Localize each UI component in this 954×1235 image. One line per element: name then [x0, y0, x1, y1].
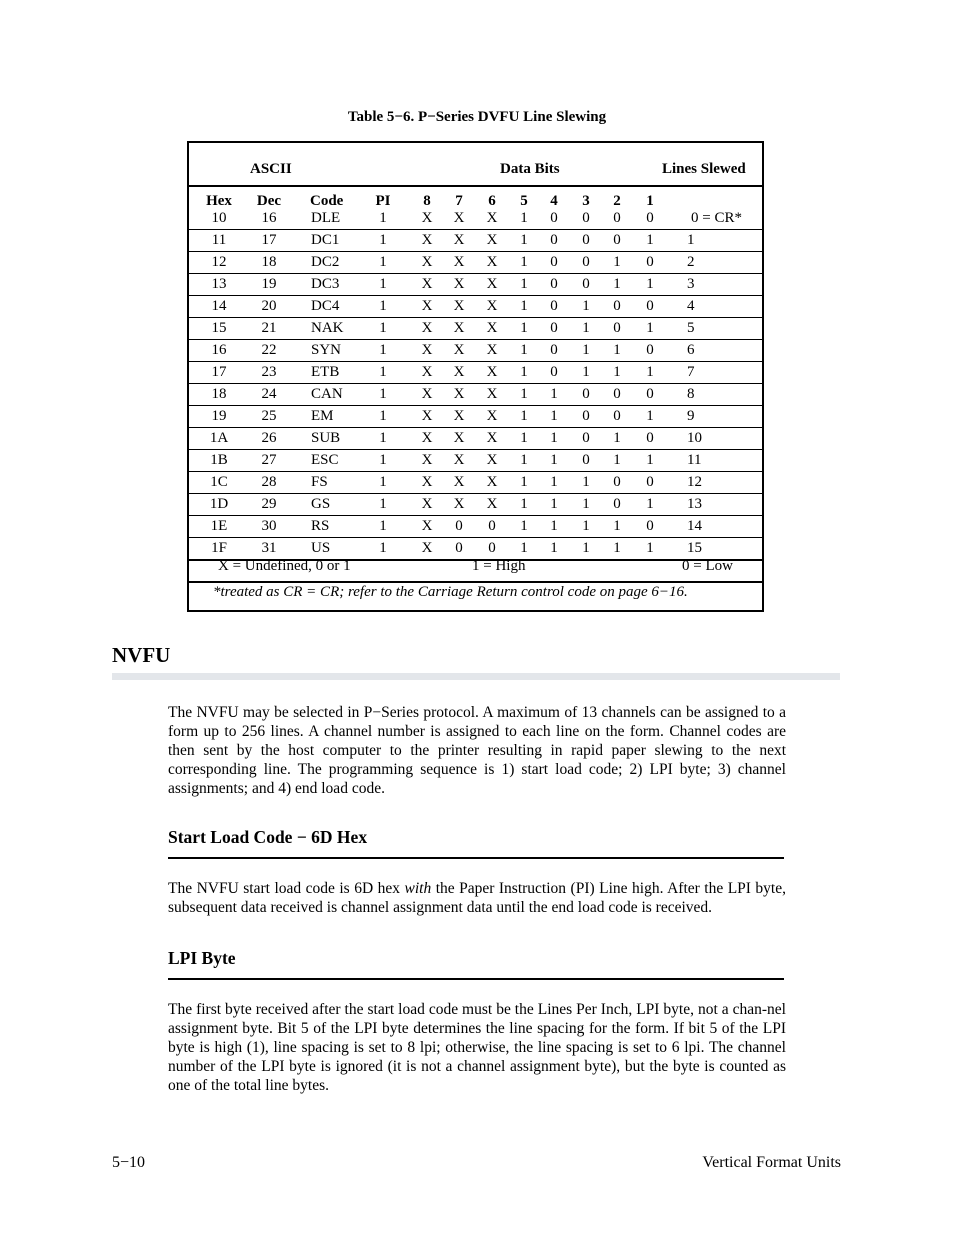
cell-pi: 1 — [379, 474, 387, 490]
cell-bit-4: 1 — [550, 518, 558, 534]
cell-hex: 1A — [209, 430, 229, 446]
cell-bit-5: 1 — [520, 342, 528, 358]
cell-bit-8: X — [421, 386, 433, 402]
cell-pi: 1 — [379, 496, 387, 512]
cell-bit-5: 1 — [520, 408, 528, 424]
cell-dec: 31 — [261, 540, 277, 556]
cell-bit-3: 1 — [582, 342, 590, 358]
cell-bit-1: 1 — [646, 408, 654, 424]
cell-bit-7: X — [453, 320, 465, 336]
section-title-bar — [112, 673, 840, 680]
cell-bit-2: 1 — [613, 342, 621, 358]
cell-pi: 1 — [379, 320, 387, 336]
cell-code: SUB — [311, 430, 341, 446]
cell-bit-8: X — [421, 540, 433, 556]
cell-bit-8: X — [421, 408, 433, 424]
cell-bit-1: 0 — [646, 298, 654, 314]
cell-bit-2: 0 — [613, 408, 621, 424]
cell-dec: 30 — [261, 518, 277, 534]
cell-dec: 19 — [261, 276, 277, 292]
cell-bit-7: X — [453, 342, 465, 358]
cell-bit-4: 0 — [550, 342, 558, 358]
cell-code: DC2 — [311, 254, 340, 270]
cell-lines-slewed: 13 — [687, 496, 702, 512]
start-load-rule — [168, 857, 784, 859]
cell-pi: 1 — [379, 276, 387, 292]
cell-hex: 13 — [211, 276, 227, 292]
legend-undefined: X = Undefined, 0 or 1 — [218, 558, 351, 574]
cell-bit-7: X — [453, 386, 465, 402]
table-row — [189, 384, 762, 406]
cell-code: GS — [311, 496, 331, 512]
intro-paragraph: The NVFU may be selected in P−Series protocol. A maximum of 13 channels can be assigned to a form up to 256 lines. A channel number is assigned to each line on the form. Channel codes are then sent by the host computer to the printer resulting in rapid paper slewing to the next corresponding line. The programming sequence is 1) start load code; 2) LPI byte; 3) channel assignments; and 4) end load code. — [168, 704, 786, 797]
cell-bit-6: X — [486, 496, 498, 512]
cell-bit-2: 1 — [613, 452, 621, 468]
cell-bit-2: 1 — [613, 430, 621, 446]
cell-hex: 17 — [211, 364, 227, 380]
cell-hex: 12 — [211, 254, 227, 270]
cell-bit-4: 0 — [550, 210, 558, 226]
cell-dec: 24 — [261, 386, 277, 402]
cell-lines-slewed: 14 — [687, 518, 702, 534]
cell-bit-3: 1 — [582, 496, 590, 512]
cell-hex: 14 — [211, 298, 227, 314]
cell-bit-1: 1 — [646, 232, 654, 248]
cell-code: FS — [311, 474, 328, 490]
cell-bit-6: X — [486, 232, 498, 248]
cell-pi: 1 — [379, 518, 387, 534]
cell-pi: 1 — [379, 232, 387, 248]
cell-code: SYN — [311, 342, 342, 358]
cell-lines-slewed: 4 — [687, 298, 695, 314]
table-row — [189, 208, 762, 230]
cell-bit-2: 1 — [613, 276, 621, 292]
ascii-group-label: ASCII — [250, 161, 292, 177]
table-group-header — [189, 143, 762, 187]
cell-bit-7: 0 — [455, 518, 463, 534]
cell-bit-8: X — [421, 232, 433, 248]
cell-bit-4: 1 — [550, 386, 558, 402]
dvfu-line-slewing-table — [187, 141, 764, 612]
cell-code: ETB — [311, 364, 340, 380]
cell-bit-8: X — [421, 320, 433, 336]
cell-bit-3: 0 — [582, 386, 590, 402]
cell-bit-5: 1 — [520, 518, 528, 534]
cell-hex: 1F — [211, 540, 227, 556]
footer-section-title: Vertical Format Units — [702, 1154, 841, 1171]
table-body — [189, 208, 762, 561]
cell-bit-4: 1 — [550, 408, 558, 424]
cell-bit-5: 1 — [520, 364, 528, 380]
cell-bit-4: 0 — [550, 298, 558, 314]
page-number: 5−10 — [112, 1154, 146, 1171]
cell-bit-4: 1 — [550, 452, 558, 468]
cell-lines-slewed: 10 — [687, 430, 702, 446]
cell-code: ESC — [311, 452, 339, 468]
cell-bit-7: X — [453, 364, 465, 380]
lines-slewed-group-label: Lines Slewed — [662, 161, 746, 177]
cell-code: DLE — [311, 210, 341, 226]
cell-code: DC3 — [311, 276, 340, 292]
cell-code: US — [311, 540, 331, 556]
cell-bit-2: 1 — [613, 364, 621, 380]
column-header-bit-4: 4 — [550, 193, 558, 209]
table-caption: Table 5−6. P−Series DVFU Line Slewing — [347, 109, 607, 125]
column-header-code: Code — [310, 193, 344, 209]
cell-bit-7: X — [453, 210, 465, 226]
cell-bit-7: X — [453, 298, 465, 314]
table-legend — [189, 551, 762, 583]
cell-lines-slewed: 0 = CR* — [691, 210, 742, 226]
cell-bit-3: 0 — [582, 452, 590, 468]
table-row — [189, 296, 762, 318]
cell-bit-6: X — [486, 276, 498, 292]
column-header-bit-2: 2 — [613, 193, 621, 209]
cell-bit-8: X — [421, 254, 433, 270]
cell-hex: 15 — [211, 320, 227, 336]
cell-bit-4: 1 — [550, 540, 558, 556]
cell-hex: 1C — [210, 474, 228, 490]
cell-pi: 1 — [379, 254, 387, 270]
cell-hex: 19 — [211, 408, 227, 424]
cell-lines-slewed: 3 — [687, 276, 695, 292]
cell-bit-3: 0 — [582, 232, 590, 248]
cell-pi: 1 — [379, 430, 387, 446]
cell-bit-6: X — [486, 452, 498, 468]
cell-bit-5: 1 — [520, 386, 528, 402]
table-row — [189, 230, 762, 252]
cell-lines-slewed: 5 — [687, 320, 695, 336]
lpi-byte-rule — [168, 978, 784, 980]
section-title: NVFU — [112, 643, 171, 667]
cell-dec: 23 — [261, 364, 277, 380]
cell-bit-2: 0 — [613, 386, 621, 402]
cell-bit-6: 0 — [488, 518, 496, 534]
cell-bit-6: 0 — [488, 540, 496, 556]
cell-bit-6: X — [486, 408, 498, 424]
cell-bit-6: X — [486, 430, 498, 446]
cell-pi: 1 — [379, 364, 387, 380]
cell-bit-3: 1 — [582, 364, 590, 380]
column-header-bit-7: 7 — [455, 193, 463, 209]
cell-pi: 1 — [379, 408, 387, 424]
cell-bit-2: 1 — [613, 254, 621, 270]
cell-bit-5: 1 — [520, 210, 528, 226]
cell-bit-8: X — [421, 518, 433, 534]
cell-bit-4: 0 — [550, 232, 558, 248]
cell-bit-8: X — [421, 474, 433, 490]
cell-bit-8: X — [421, 210, 433, 226]
cell-bit-7: X — [453, 408, 465, 424]
cell-bit-1: 1 — [646, 320, 654, 336]
cell-pi: 1 — [379, 386, 387, 402]
cell-bit-3: 1 — [582, 298, 590, 314]
cell-bit-3: 0 — [582, 254, 590, 270]
cell-lines-slewed: 1 — [687, 232, 695, 248]
cell-lines-slewed: 7 — [687, 364, 695, 380]
cell-bit-6: X — [486, 254, 498, 270]
cell-bit-2: 0 — [613, 320, 621, 336]
cell-lines-slewed: 11 — [687, 452, 702, 468]
cell-bit-3: 0 — [582, 430, 590, 446]
cell-bit-3: 0 — [582, 276, 590, 292]
cell-pi: 1 — [379, 342, 387, 358]
cell-bit-2: 0 — [613, 210, 621, 226]
cell-bit-8: X — [421, 276, 433, 292]
cell-bit-8: X — [421, 364, 433, 380]
cell-hex: 16 — [211, 342, 227, 358]
cell-bit-3: 1 — [582, 320, 590, 336]
cell-bit-7: 0 — [455, 540, 463, 556]
cell-dec: 27 — [261, 452, 277, 468]
cell-bit-2: 0 — [613, 496, 621, 512]
cell-bit-1: 1 — [646, 364, 654, 380]
cell-bit-1: 0 — [646, 386, 654, 402]
cell-dec: 16 — [261, 210, 277, 226]
cell-dec: 17 — [261, 232, 277, 248]
cell-bit-1: 0 — [646, 254, 654, 270]
cell-bit-7: X — [453, 496, 465, 512]
lpi-byte-paragraph: The first byte received after the start load code must be the Lines Per Inch, LPI byte, not a chan-nel assignment byte. Bit 5 of the LPI byte determines the line spacing for the form. If bit 5 of the LPI byte is high (1), line spacing is set to 8 lpi; otherwise, the line spacing is set to 6 lpi. The channel number of the LPI byte is ignored (it is not a channel assignment byte), but the byte is counted as one of the total line bytes. — [168, 1001, 786, 1094]
cell-bit-4: 1 — [550, 496, 558, 512]
table-row — [189, 340, 762, 362]
cell-bit-5: 1 — [520, 540, 528, 556]
cell-bit-5: 1 — [520, 276, 528, 292]
cell-bit-3: 0 — [582, 210, 590, 226]
cell-code: CAN — [311, 386, 343, 402]
cell-bit-5: 1 — [520, 452, 528, 468]
cell-bit-4: 1 — [550, 430, 558, 446]
cell-bit-6: X — [486, 364, 498, 380]
cell-bit-2: 0 — [613, 474, 621, 490]
cell-bit-1: 0 — [646, 342, 654, 358]
cell-bit-4: 0 — [550, 276, 558, 292]
cell-bit-7: X — [453, 254, 465, 270]
cell-bit-6: X — [486, 342, 498, 358]
cell-bit-3: 0 — [582, 408, 590, 424]
cell-bit-8: X — [421, 342, 433, 358]
cell-bit-8: X — [421, 452, 433, 468]
cell-hex: 1B — [210, 452, 228, 468]
cell-bit-4: 0 — [550, 254, 558, 270]
table-row — [189, 274, 762, 296]
cell-bit-2: 1 — [613, 518, 621, 534]
column-header-dec: Dec — [256, 193, 282, 209]
cell-bit-2: 0 — [613, 298, 621, 314]
cell-bit-5: 1 — [520, 320, 528, 336]
data-bits-group-label: Data Bits — [500, 161, 560, 177]
cell-lines-slewed: 12 — [687, 474, 702, 490]
cell-dec: 20 — [261, 298, 277, 314]
cell-bit-1: 0 — [646, 518, 654, 534]
cell-bit-2: 1 — [613, 540, 621, 556]
column-header-bit-5: 5 — [520, 193, 528, 209]
lpi-byte-heading: LPI Byte — [168, 948, 236, 968]
table-row — [189, 428, 762, 450]
cell-hex: 1E — [210, 518, 228, 534]
cell-dec: 28 — [261, 474, 277, 490]
cell-bit-7: X — [453, 232, 465, 248]
cell-bit-4: 1 — [550, 474, 558, 490]
cell-bit-6: X — [486, 474, 498, 490]
cell-pi: 1 — [379, 452, 387, 468]
table-footnote: *treated as CR = CR; refer to the Carriage Return control code on page 6−16. — [213, 584, 688, 600]
legend-high: 1 = High — [472, 558, 526, 574]
cell-bit-8: X — [421, 430, 433, 446]
cell-code: RS — [311, 518, 330, 534]
cell-bit-3: 1 — [582, 540, 590, 556]
cell-dec: 26 — [261, 430, 277, 446]
cell-dec: 22 — [261, 342, 277, 358]
cell-lines-slewed: 6 — [687, 342, 695, 358]
table-column-header — [189, 187, 762, 208]
cell-bit-8: X — [421, 496, 433, 512]
cell-hex: 11 — [211, 232, 227, 248]
cell-hex: 1D — [209, 496, 229, 512]
start-load-heading: Start Load Code − 6D Hex — [168, 827, 368, 847]
cell-bit-6: X — [486, 298, 498, 314]
cell-pi: 1 — [379, 210, 387, 226]
start-load-emphasis: with — [404, 880, 432, 897]
start-load-text-before: The NVFU start load code is 6D hex — [168, 880, 405, 897]
table-row — [189, 252, 762, 274]
start-load-text-after: the Paper Instruction (PI) Line high. After the LPI byte, subsequent data received is channel assignment data until the end load code is received. — [168, 880, 786, 916]
cell-code: DC1 — [311, 232, 340, 248]
column-header-bit-6: 6 — [488, 193, 496, 209]
column-header-bit-1: 1 — [646, 193, 654, 209]
cell-bit-3: 1 — [582, 474, 590, 490]
cell-bit-3: 1 — [582, 518, 590, 534]
cell-bit-5: 1 — [520, 430, 528, 446]
cell-dec: 21 — [261, 320, 277, 336]
column-header-bit-3: 3 — [582, 193, 590, 209]
cell-bit-1: 1 — [646, 540, 654, 556]
cell-bit-5: 1 — [520, 232, 528, 248]
cell-bit-2: 0 — [613, 232, 621, 248]
cell-hex: 18 — [211, 386, 227, 402]
start-load-paragraph — [168, 879, 786, 917]
table-row — [189, 472, 762, 494]
table-row — [189, 516, 762, 538]
cell-code: DC4 — [311, 298, 340, 314]
cell-lines-slewed: 9 — [687, 408, 695, 424]
cell-dec: 18 — [261, 254, 277, 270]
cell-bit-5: 1 — [520, 298, 528, 314]
cell-bit-7: X — [453, 276, 465, 292]
cell-bit-1: 1 — [646, 276, 654, 292]
cell-bit-1: 0 — [646, 474, 654, 490]
table-row — [189, 494, 762, 516]
cell-bit-6: X — [486, 386, 498, 402]
table-row — [189, 318, 762, 340]
cell-bit-1: 1 — [646, 496, 654, 512]
column-header-pi: PI — [375, 193, 391, 209]
cell-dec: 25 — [261, 408, 277, 424]
column-header-hex: Hex — [206, 193, 232, 209]
table-row — [189, 406, 762, 428]
cell-bit-7: X — [453, 474, 465, 490]
cell-lines-slewed: 15 — [687, 540, 702, 556]
table-row — [189, 450, 762, 472]
cell-bit-6: X — [486, 320, 498, 336]
legend-low: 0 = Low — [682, 558, 733, 574]
cell-bit-5: 1 — [520, 496, 528, 512]
cell-bit-7: X — [453, 430, 465, 446]
cell-bit-5: 1 — [520, 254, 528, 270]
cell-code: NAK — [311, 320, 344, 336]
cell-bit-7: X — [453, 452, 465, 468]
table-row — [189, 362, 762, 384]
cell-bit-5: 1 — [520, 474, 528, 490]
cell-bit-8: X — [421, 298, 433, 314]
cell-bit-1: 1 — [646, 452, 654, 468]
cell-hex: 10 — [211, 210, 227, 226]
cell-bit-1: 0 — [646, 430, 654, 446]
cell-lines-slewed: 2 — [687, 254, 695, 270]
cell-bit-1: 0 — [646, 210, 654, 226]
cell-pi: 1 — [379, 540, 387, 556]
cell-pi: 1 — [379, 298, 387, 314]
cell-dec: 29 — [261, 496, 277, 512]
cell-lines-slewed: 8 — [687, 386, 695, 402]
cell-code: EM — [311, 408, 334, 424]
cell-bit-4: 0 — [550, 364, 558, 380]
cell-bit-4: 0 — [550, 320, 558, 336]
column-header-bit-8: 8 — [423, 193, 431, 209]
cell-bit-6: X — [486, 210, 498, 226]
